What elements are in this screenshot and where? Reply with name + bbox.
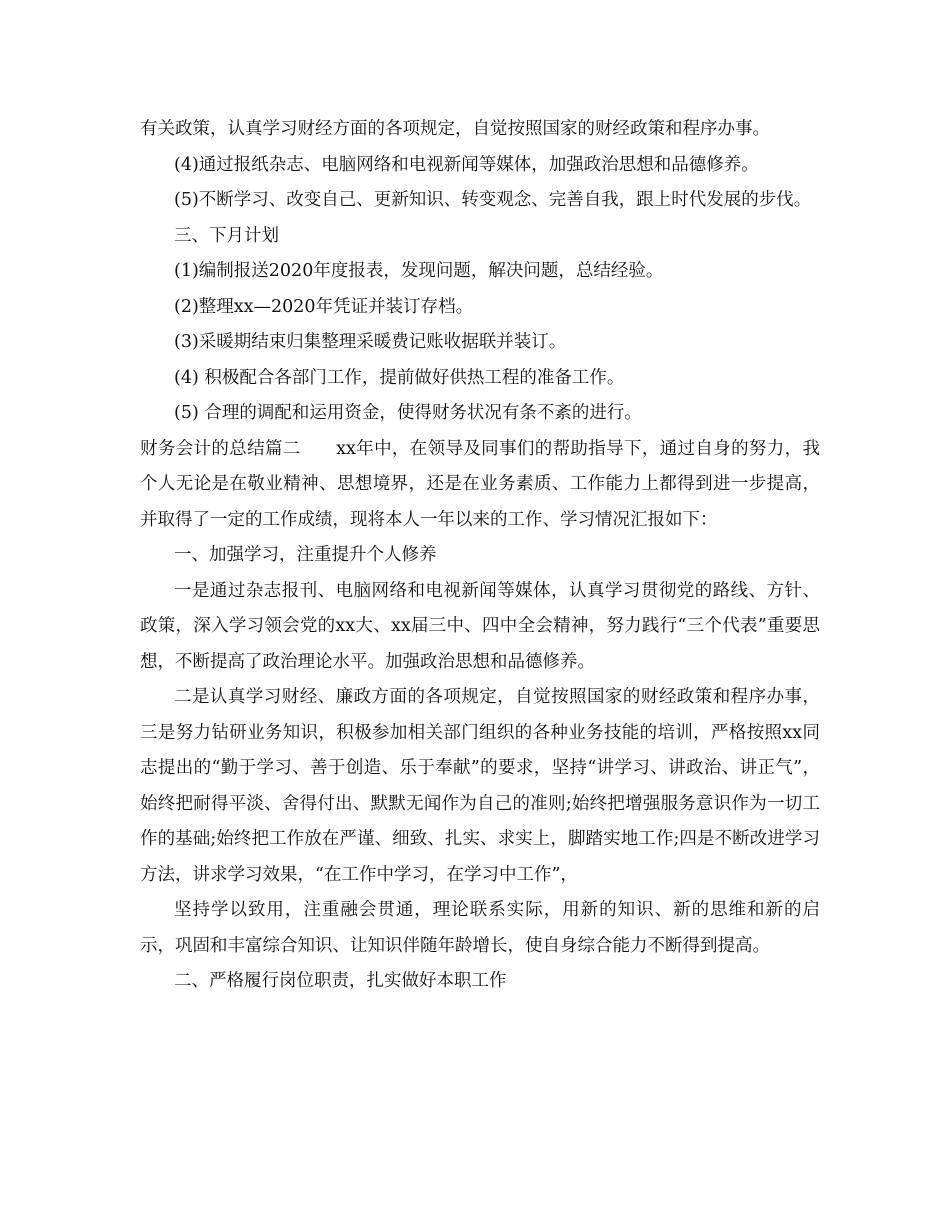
paragraph-study-two: 二是认真学习财经、廉政方面的各项规定，自觉按照国家的财经政策和程序办事，三是努力钻研业务知识，积极参加相关部门组织的各种业务技能的培训，严格按照xx同志提出的“勤于学习、善于创造、乐于奉献”的要求，坚持“讲学习、讲政治、讲正气”，始终把耐得平淡、舍得付出、默默无闻作为自己的准则;始终把增强服务意识作为一切工作的基础;始终把工作放在严谨、细致、扎实、求实上，脚踏实地工作;四是不断改进学习方法，讲求学习效果，“在工作中学习，在学习中工作”，	[140, 687, 820, 885]
plan-item-2: (2)整理xx—2020年凭证并装订存档。	[174, 296, 474, 317]
paragraph-study-one: 一是通过杂志报刊、电脑网络和电视新闻等媒体，认真学习贯彻党的路线、方针、政策，深入学习领会党的xx大、xx届三中、四中全会精神，努力践行“三个代表”重要思想，不断提高了政治理论水平。加强政治思想和品德修养。	[140, 580, 820, 672]
section-heading-duties: 二、严格履行岗位职责，扎实做好本职工作	[174, 971, 507, 991]
section-heading-study: 一、加强学习，注重提升个人修养	[174, 545, 437, 565]
paragraph-item-5: (5)不断学习、改变自己、更新知识、转变观念、完善自我，跟上时代发展的步伐。	[174, 190, 812, 210]
plan-item-5: (5) 合理的调配和运用资金，使得财务状况有条不紊的进行。	[174, 403, 642, 423]
paragraph-item-4: (4)通过报纸杂志、电脑网络和电视新闻等媒体，加强政治思想和品德修养。	[174, 154, 759, 175]
section-heading-next-month-plan: 三、下月计划	[174, 225, 279, 246]
document-body	[140, 112, 820, 1000]
plan-item-1: (1)编制报送2020年度报表，发现问题，解决问题，总结经验。	[174, 261, 664, 281]
article-two-intro: 财务会计的总结篇二 xx年中，在领导及同事们的帮助指导下，通过自身的努力，我个人无论是在敬业精神、思想境界，还是在业务素质、工作能力上都得到进一步提高，并取得了一定的工作成绩，现将本人一年以来的工作、学习情况汇报如下：	[140, 438, 820, 530]
paragraph-study-apply: 坚持学以致用，注重融会贯通，理论联系实际，用新的知识、新的思维和新的启示，巩固和丰富综合知识、让知识伴随年龄增长，使自身综合能力不断得到提高。	[140, 900, 820, 956]
plan-item-4: (4) 积极配合各部门工作，提前做好供热工程的准备工作。	[174, 367, 625, 388]
plan-item-3: (3)采暖期结束归集整理采暖费记账收据联并装订。	[174, 332, 567, 352]
paragraph-continuation: 有关政策，认真学习财经方面的各项规定，自觉按照国家的财经政策和程序办事。	[140, 119, 770, 139]
